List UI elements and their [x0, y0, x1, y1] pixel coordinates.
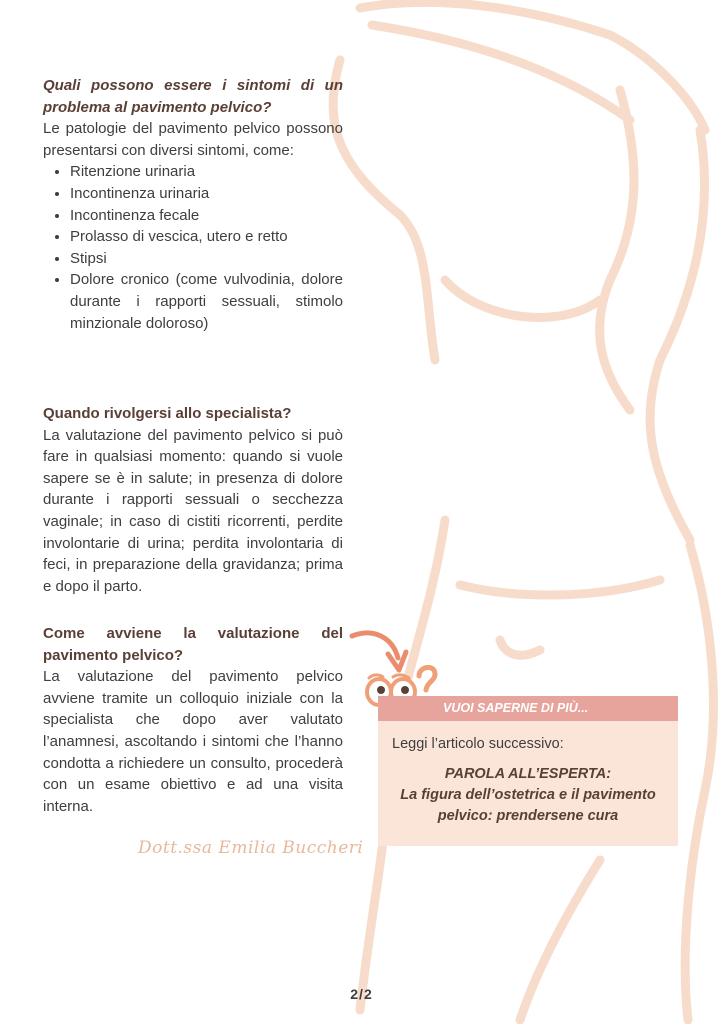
read-next-label: Leggi l’articolo successivo:: [392, 736, 564, 752]
list-item: • Incontinenza urinaria: [70, 183, 343, 205]
list-item: • Ritenzione urinaria: [70, 161, 343, 183]
author-signature: Dott.ssa Emilia Buccheri: [138, 838, 364, 858]
next-article-title-line2: La figura dell’ostetrica e il pavimento pelvico: prendersene cura: [400, 787, 656, 824]
list-item: • Dolore cronico (come vulvodinia, dolore durante i rapporti sessuali, stimolo minzionale doloroso): [70, 269, 343, 334]
specialist-body: La valutazione del pavimento pelvico si può fare in qualsiasi momento: quando si vuole sapere se è in salute; in presenza di dolore durante i rapporti sessuali o secchezza vaginale; in caso di cistiti ricorrenti, perdite involontarie di urina; perdita involontaria di feci, in preparazione della gravidanza; prima e dopo il parto.: [43, 426, 343, 595]
list-item: • Stipsi: [70, 248, 343, 270]
page-number: 2/2: [350, 986, 373, 1002]
evaluation-heading: Come avviene la valutazione del pavimento pelvico?: [43, 625, 343, 664]
next-article-title-line1: PAROLA ALL’ESPERTA:: [444, 766, 612, 782]
symptoms-heading: Quali possono essere i sintomi di un problema al pavimento pelvico?: [43, 77, 343, 116]
symptoms-section: [43, 75, 343, 334]
evaluation-section: [43, 623, 343, 817]
symptoms-intro: Le patologie del pavimento pelvico possono presentarsi con diversi sintomi, come:: [43, 120, 343, 159]
next-article-box: [378, 696, 678, 846]
info-banner: VUOI SAPERNE DI PIÙ...: [378, 696, 678, 721]
next-article-title[interactable]: [378, 764, 678, 827]
specialist-section: [43, 403, 343, 597]
symptoms-list: [43, 161, 343, 334]
list-item: • Prolasso di vescica, utero e retto: [70, 226, 343, 248]
specialist-heading: Quando rivolgersi allo specialista?: [43, 405, 292, 422]
list-item: • Incontinenza fecale: [70, 205, 343, 227]
evaluation-body: La valutazione del pavimento pelvico avviene tramite un colloquio iniziale con la specialista che dopo aver valutato l’anamnesi, ascoltando i sintomi che l’hanno condotta a richiedere un consulto, procederà con un esame obiettivo e ad una visita interna.: [43, 668, 343, 815]
